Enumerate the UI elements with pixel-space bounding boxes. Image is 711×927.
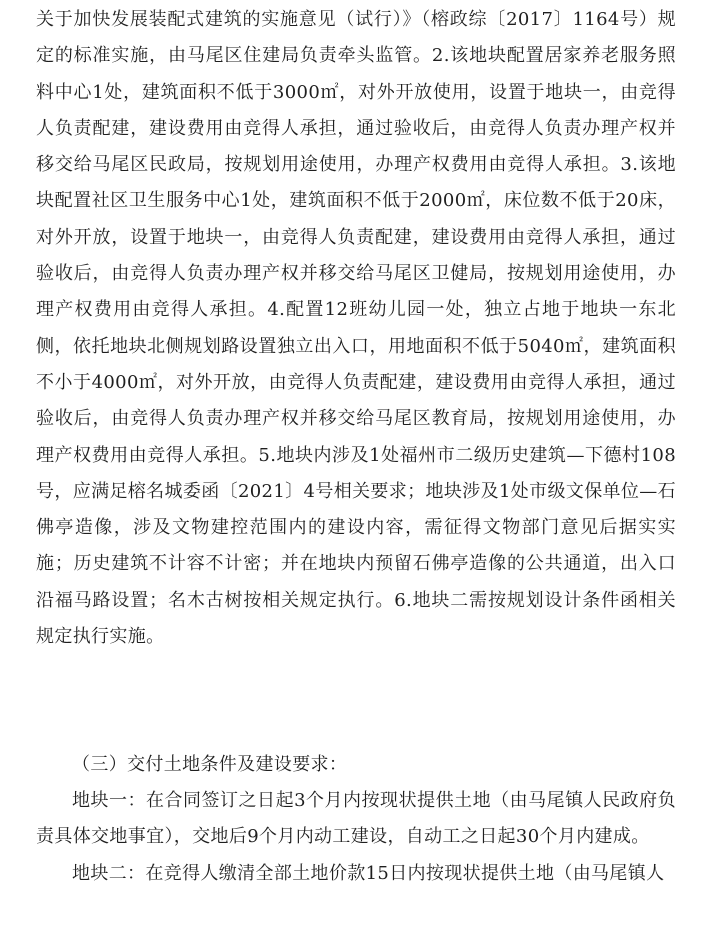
section-heading-land-delivery: （三）交付土地条件及建设要求：	[72, 754, 348, 775]
body-paragraph-requirements: 关于加快发展装配式建筑的实施意见（试行）》（榕政综〔2017〕1164号）规定的标准实施，由马尾区住建局负责牵头监管。2.该地块配置居家养老服务照料中心1处，建筑面积不低于3000㎡，对外开放使用，设置于地块一，由竞得人负责配建，建设费用由竞得人承担，通过验收后，由竞得人负责办理产权并移交给马尾区民政局，按规划用途使用，办理产权费用由竞得人承担。3.该地块配置社区卫生服务中心1处，建筑面积不低于2000㎡，床位数不低于20床，对外开放，设置于地块一，由竞得人负责配建，建设费用由竞得人承担，通过验收后，由竞得人负责办理产权并移交给马尾区卫健局，按规划用途使用，办理产权费用由竞得人承担。4.配置12班幼儿园一处，独立占地于地块一东北侧，依托地块北侧规划路设置独立出入口，用地面积不低于5040㎡，建筑面积不小于4000㎡，对外开放，由竞得人负责配建，建设费用由竞得人承担，通过验收后，由竞得人负责办理产权并移交给马尾区教育局，按规划用途使用，办理产权费用由竞得人承担。5.地块内涉及1处福州市二级历史建筑—下德村108号，应满足榕名城委函〔2021〕4号相关要求；地块涉及1处市级文保单位—石佛亭造像，涉及文物建控范围内的建设内容，需征得文物部门意见后据实实施；历史建筑不计容不计密；并在地块内预留石佛亭造像的公共通道，出入口沿福马路设置；名木古树按相关规定执行。6.地块二需按规划设计条件函相关规定执行实施。	[36, 9, 676, 648]
body-paragraph-plot-one: 地块一：在合同签订之日起3个月内按现状提供土地（由马尾镇人民政府负责具体交地事宜），交地后9个月内动工建设，自动工之日起30个月内建成。	[36, 790, 676, 848]
body-paragraph-plot-two: 地块二：在竞得人缴清全部土地价款15日内按现状提供土地（由马尾镇人	[72, 863, 665, 884]
